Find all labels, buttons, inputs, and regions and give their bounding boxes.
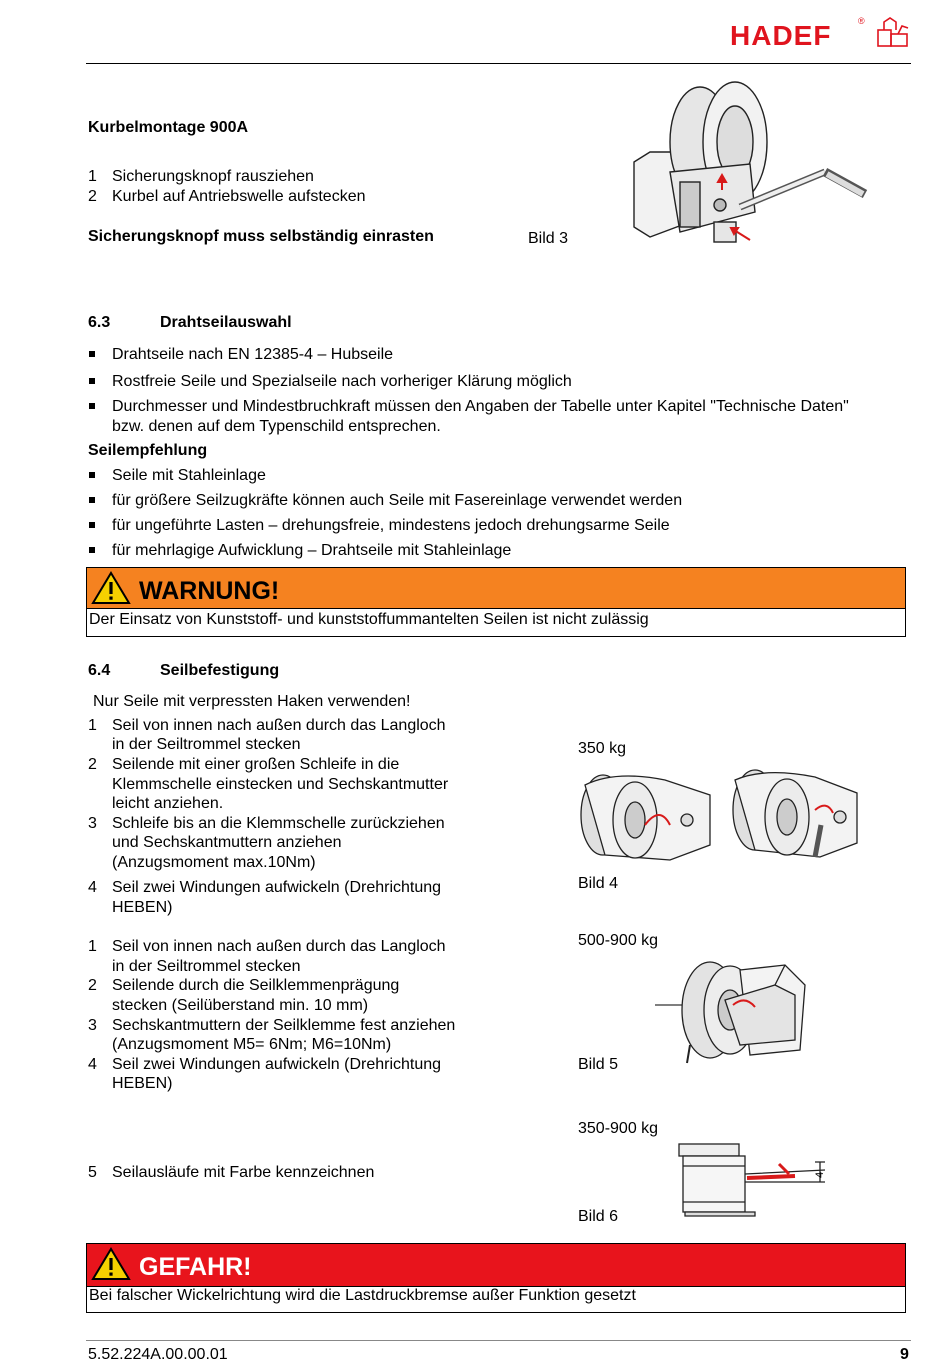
step-num: 1 [88,938,97,955]
step-text: (Anzugsmoment max.10Nm) [112,854,316,871]
step-text: HEBEN) [112,899,173,916]
crank-step-text: Sicherungsknopf rausziehen [112,168,314,185]
subheading: Seilempfehlung [88,442,208,459]
bullet-marker [89,497,95,503]
danger-body [87,1286,905,1312]
header-rule [86,63,911,64]
recommendation-text: für mehrlagige Aufwicklung – Drahtseile mit Stahleinlage [112,542,512,559]
step-text: Seilende durch die Seilklemmenprägung [112,977,400,994]
figure-label: 350 kg [578,740,627,757]
danger-box [86,1243,906,1313]
figure-label: 350-900 kg [578,1120,659,1137]
warning-title: WARNUNG! [139,577,280,605]
recommendation-text: für ungeführte Lasten – drehungsfreie, mindestens jedoch drehungsarme Seile [112,517,670,534]
step-num: 3 [88,815,97,832]
bullet-text-continued: bzw. denen auf dem Typenschild entsprechen. [112,418,441,435]
hoist-logo-icon [874,16,912,50]
section-title: Drahtseilauswahl [160,314,292,331]
danger-header [87,1244,905,1286]
step-num: 2 [88,756,97,773]
step-num: 2 [88,977,97,994]
section-intro: Nur Seile mit verpressten Haken verwenden! [93,693,411,710]
bullet-marker [89,522,95,528]
step-text: leicht anziehen. [112,795,224,812]
bullet-text: Rostfreie Seile und Spezialseile nach vorheriger Klärung möglich [112,373,572,390]
bullet-marker [89,378,95,384]
warning-header [87,568,905,608]
figure-caption: Bild 3 [528,230,569,247]
bullet-marker [89,351,95,357]
figure-caption: Bild 6 [578,1208,619,1225]
bullet-text: Drahtseile nach EN 12385-4 – Hubseile [112,346,394,363]
bullet-marker [89,472,95,478]
step-num: 4 [88,1056,97,1073]
footer-rule [86,1340,911,1341]
step-text: Klemmschelle einstecken und Sechskantmutter [112,776,449,793]
step-text: stecken (Seilüberstand min. 10 mm) [112,997,369,1014]
recommendation-text: Seile mit Stahleinlage [112,467,266,484]
step-num: 1 [88,717,97,734]
warning-body [87,608,905,636]
step-text: Seil von innen nach außen durch das Langloch [112,938,446,955]
step-text: Seil von innen nach außen durch das Langloch [112,717,446,734]
rope-fixing-500-900kg-illustration [655,955,815,1065]
section-number: 6.4 [88,662,111,679]
section-title: Seilbefestigung [160,662,280,679]
figure-caption: Bild 5 [578,1056,619,1073]
crank-step-text: Kurbel auf Antriebswelle aufstecken [112,188,366,205]
step-num: 3 [88,1017,97,1034]
danger-triangle-icon [91,1247,131,1281]
rope-fixing-350kg-illustration [575,765,865,865]
recommendation-text: für größere Seilzugkräfte können auch Seile mit Fasereinlage verwendet werden [112,492,683,509]
step-text: Sechskantmuttern der Seilklemme fest anziehen [112,1017,456,1034]
document-number: 5.52.224A.00.00.01 [88,1346,228,1363]
section-number: 6.3 [88,314,111,331]
step-text: und Sechskantmuttern anziehen [112,834,342,851]
page-number: 9 [900,1346,909,1363]
step-text: HEBEN) [112,1075,173,1092]
registered-mark: ® [858,16,865,26]
step-num: 4 [88,879,97,896]
step-text: Seilende mit einer großen Schleife in die [112,756,400,773]
bullet-marker [89,403,95,409]
warning-box [86,567,906,637]
step-text: Seilausläufe mit Farbe kennzeichnen [112,1164,375,1181]
step-text: Seil zwei Windungen aufwickeln (Drehrichtung [112,879,442,896]
step-text: in der Seiltrommel stecken [112,958,301,975]
step-text: Seil zwei Windungen aufwickeln (Drehrichtung [112,1056,442,1073]
step-num: 5 [88,1164,97,1181]
step-text: Schleife bis an die Klemmschelle zurückziehen [112,815,445,832]
dimension-label: 4 [814,1171,826,1178]
danger-title: GEFAHR! [139,1253,252,1281]
crank-title: Kurbelmontage 900A [88,119,249,136]
rope-marking-illustration [675,1142,840,1220]
bullet-marker [89,547,95,553]
bullet-text: Durchmesser und Mindestbruchkraft müssen den Angaben der Tabelle unter Kapitel "Technische Daten" [112,398,849,415]
logo-text: HADEF [730,20,832,51]
step-text: (Anzugsmoment M5= 6Nm; M6=10Nm) [112,1036,392,1053]
header-logo [730,20,831,52]
danger-text: Bei falscher Wickelrichtung wird die Lastdruckbremse außer Funktion gesetzt [89,1287,636,1304]
figure-caption: Bild 4 [578,875,619,892]
crank-step-num: 1 [88,168,97,185]
figure-label: 500-900 kg [578,932,659,949]
step-text: in der Seiltrommel stecken [112,736,301,753]
crank-step-num: 2 [88,188,97,205]
crank-note: Sicherungsknopf muss selbständig einrasten [88,228,434,245]
crank-winch-illustration [630,72,870,252]
warning-text: Der Einsatz von Kunststoff- und kunststoffummantelten Seilen ist nicht zulässig [89,611,649,628]
warning-triangle-icon [91,571,131,605]
